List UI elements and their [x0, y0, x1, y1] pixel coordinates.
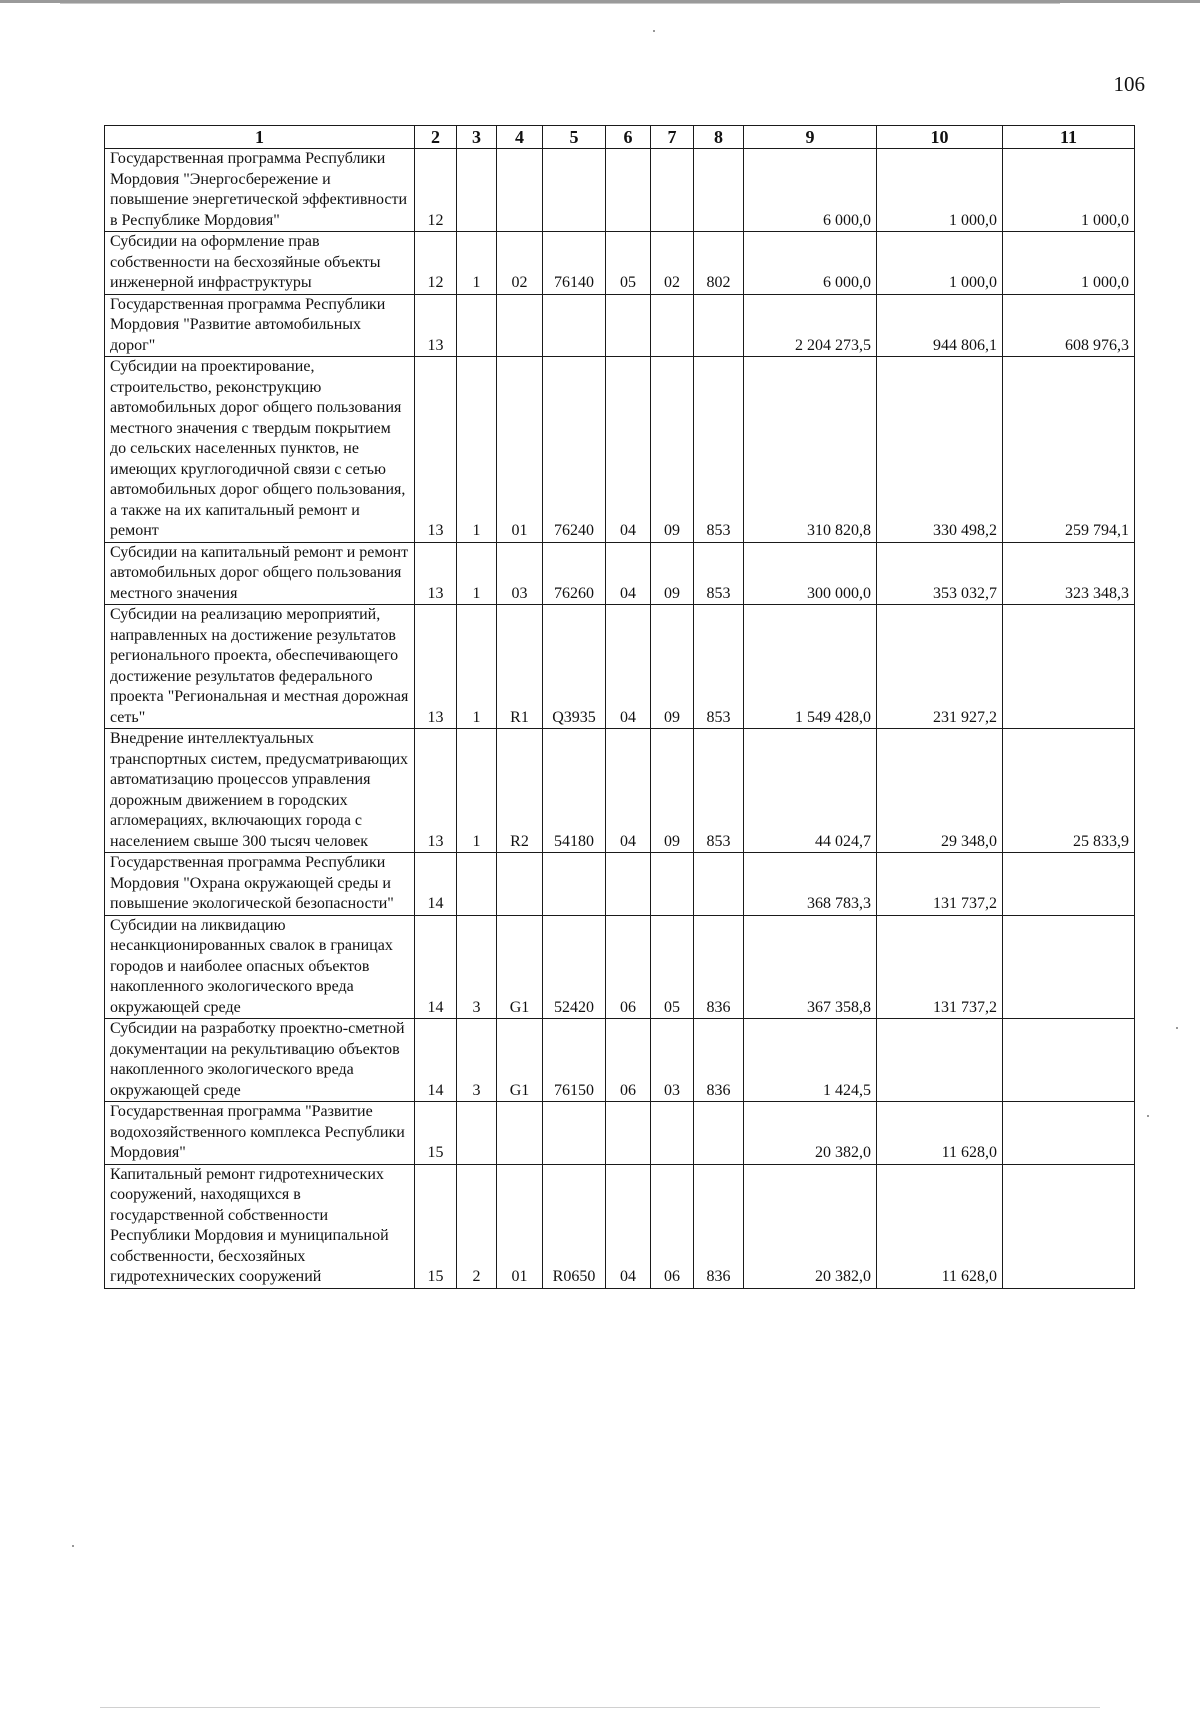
- cell-amount-col11: [1003, 1164, 1135, 1288]
- row-name: Субсидии на проектирование, строительство, реконструкцию автомобильных дорог общего пользования местного значения с твердым покрытием до сельских населенных пунктов, не имеющих круглогодичной связи с сетью автомобильных дорог общего пользования, а также на их капитальный ремонт и ремонт: [105, 357, 415, 543]
- cell-subprogram-code: 1: [457, 232, 497, 295]
- table-row: [105, 1164, 1135, 1288]
- column-header: 1: [105, 126, 415, 149]
- cell-admin-code: 853: [694, 605, 744, 729]
- budget-table: [104, 125, 1135, 1289]
- cell-amount-col11: [1003, 1019, 1135, 1102]
- cell-subsection: [651, 149, 694, 232]
- column-header: 2: [415, 126, 457, 149]
- cell-program-code: 14: [415, 1019, 457, 1102]
- scan-speck: [653, 30, 655, 32]
- cell-section: 06: [606, 1019, 651, 1102]
- cell-amount-col10: 1 000,0: [877, 232, 1003, 295]
- cell-section: [606, 853, 651, 916]
- cell-event-code: R1: [497, 605, 543, 729]
- column-header: 5: [543, 126, 606, 149]
- table-row: [105, 605, 1135, 729]
- cell-section: 04: [606, 1164, 651, 1288]
- row-name: Субсидии на ликвидацию несанкционированных свалок в границах городов и наиболее опасных объектов накопленного экологического вреда окружающей среде: [105, 915, 415, 1019]
- cell-event-code: [497, 294, 543, 357]
- cell-subsection: 02: [651, 232, 694, 295]
- cell-event-code: 01: [497, 357, 543, 543]
- row-name: Капитальный ремонт гидротехнических сооружений, находящихся в государственной собственности Республики Мордовия и муниципальной собственности, бесхозяйных гидротехнических сооружений: [105, 1164, 415, 1288]
- cell-event-code: G1: [497, 1019, 543, 1102]
- cell-amount-col9: 1 549 428,0: [744, 605, 877, 729]
- cell-amount-col11: 1 000,0: [1003, 232, 1135, 295]
- table-row: [105, 915, 1135, 1019]
- cell-amount-col9: 367 358,8: [744, 915, 877, 1019]
- cell-amount-col11: 323 348,3: [1003, 542, 1135, 605]
- cell-section: [606, 149, 651, 232]
- column-header: 8: [694, 126, 744, 149]
- cell-admin-code: 853: [694, 357, 744, 543]
- cell-admin-code: [694, 1102, 744, 1165]
- cell-admin-code: 853: [694, 542, 744, 605]
- cell-amount-col9: 20 382,0: [744, 1164, 877, 1288]
- cell-subsection: 09: [651, 542, 694, 605]
- cell-amount-col11: 25 833,9: [1003, 729, 1135, 853]
- cell-admin-code: 836: [694, 1164, 744, 1288]
- page-number: 106: [1113, 72, 1145, 96]
- scan-speck: [1176, 1027, 1178, 1029]
- cell-subprogram-code: [457, 853, 497, 916]
- cell-amount-col9: 1 424,5: [744, 1019, 877, 1102]
- row-name: Внедрение интеллектуальных транспортных систем, предусматривающих автоматизацию процессов управления дорожным движением в городских агломерациях, включающих города с населением свыше 300 тысяч человек: [105, 729, 415, 853]
- cell-amount-col10: 11 628,0: [877, 1102, 1003, 1165]
- cell-amount-col11: [1003, 1102, 1135, 1165]
- cell-subsection: [651, 853, 694, 916]
- scan-edge-bottom: [100, 1707, 1100, 1708]
- cell-direction-code: 54180: [543, 729, 606, 853]
- cell-admin-code: [694, 853, 744, 916]
- cell-amount-col10: 353 032,7: [877, 542, 1003, 605]
- cell-program-code: 13: [415, 729, 457, 853]
- cell-amount-col10: 131 737,2: [877, 853, 1003, 916]
- cell-direction-code: 76140: [543, 232, 606, 295]
- column-header: 6: [606, 126, 651, 149]
- cell-subprogram-code: [457, 1102, 497, 1165]
- cell-event-code: [497, 1102, 543, 1165]
- cell-amount-col11: [1003, 915, 1135, 1019]
- cell-event-code: 02: [497, 232, 543, 295]
- cell-subprogram-code: [457, 149, 497, 232]
- header-row: [105, 126, 1135, 149]
- table-row: [105, 729, 1135, 853]
- cell-amount-col10: 231 927,2: [877, 605, 1003, 729]
- cell-subprogram-code: 3: [457, 1019, 497, 1102]
- cell-program-code: 13: [415, 294, 457, 357]
- cell-subprogram-code: 1: [457, 357, 497, 543]
- cell-section: 05: [606, 232, 651, 295]
- cell-amount-col9: 6 000,0: [744, 149, 877, 232]
- cell-direction-code: 52420: [543, 915, 606, 1019]
- cell-amount-col9: 310 820,8: [744, 357, 877, 543]
- cell-direction-code: [543, 1102, 606, 1165]
- row-name: Государственная программа Республики Мордовия "Энергосбережение и повышение энергетической эффективности в Республике Мордовия": [105, 149, 415, 232]
- cell-event-code: [497, 149, 543, 232]
- cell-subprogram-code: 2: [457, 1164, 497, 1288]
- cell-amount-col9: 44 024,7: [744, 729, 877, 853]
- cell-subsection: [651, 1102, 694, 1165]
- table-row: [105, 1019, 1135, 1102]
- row-name: Государственная программа "Развитие водохозяйственного комплекса Республики Мордовия": [105, 1102, 415, 1165]
- cell-subsection: 03: [651, 1019, 694, 1102]
- cell-direction-code: 76150: [543, 1019, 606, 1102]
- cell-event-code: R2: [497, 729, 543, 853]
- cell-section: [606, 294, 651, 357]
- table-row: [105, 357, 1135, 543]
- cell-amount-col11: 608 976,3: [1003, 294, 1135, 357]
- cell-direction-code: 76260: [543, 542, 606, 605]
- cell-section: 04: [606, 605, 651, 729]
- cell-amount-col10: 131 737,2: [877, 915, 1003, 1019]
- scan-speck: [1147, 1115, 1149, 1117]
- row-name: Субсидии на разработку проектно-сметной документации на рекультивацию объектов накопленного экологического вреда окружающей среде: [105, 1019, 415, 1102]
- row-name: Государственная программа Республики Мордовия "Охрана окружающей среды и повышение экологической безопасности": [105, 853, 415, 916]
- table-row: [105, 232, 1135, 295]
- cell-subsection: 06: [651, 1164, 694, 1288]
- cell-section: 04: [606, 729, 651, 853]
- cell-amount-col9: 2 204 273,5: [744, 294, 877, 357]
- cell-direction-code: Q3935: [543, 605, 606, 729]
- cell-subsection: 05: [651, 915, 694, 1019]
- cell-admin-code: [694, 294, 744, 357]
- table-row: [105, 853, 1135, 916]
- cell-event-code: 03: [497, 542, 543, 605]
- table-row: [105, 1102, 1135, 1165]
- cell-admin-code: 802: [694, 232, 744, 295]
- cell-amount-col9: 6 000,0: [744, 232, 877, 295]
- cell-amount-col9: 20 382,0: [744, 1102, 877, 1165]
- cell-program-code: 15: [415, 1164, 457, 1288]
- cell-subsection: 09: [651, 605, 694, 729]
- scan-speck: [72, 1545, 74, 1547]
- scan-edge-line: [60, 3, 1060, 4]
- cell-program-code: 13: [415, 605, 457, 729]
- cell-amount-col11: [1003, 605, 1135, 729]
- column-header: 9: [744, 126, 877, 149]
- cell-event-code: G1: [497, 915, 543, 1019]
- table-row: [105, 542, 1135, 605]
- cell-admin-code: [694, 149, 744, 232]
- cell-program-code: 13: [415, 357, 457, 543]
- cell-direction-code: 76240: [543, 357, 606, 543]
- cell-subprogram-code: 3: [457, 915, 497, 1019]
- cell-subprogram-code: [457, 294, 497, 357]
- cell-amount-col10: [877, 1019, 1003, 1102]
- cell-subsection: 09: [651, 729, 694, 853]
- cell-amount-col10: 944 806,1: [877, 294, 1003, 357]
- cell-subsection: [651, 294, 694, 357]
- cell-section: 06: [606, 915, 651, 1019]
- cell-amount-col10: 330 498,2: [877, 357, 1003, 543]
- cell-subprogram-code: 1: [457, 542, 497, 605]
- column-header: 3: [457, 126, 497, 149]
- column-header: 10: [877, 126, 1003, 149]
- table-row: [105, 294, 1135, 357]
- cell-event-code: 01: [497, 1164, 543, 1288]
- cell-subprogram-code: 1: [457, 729, 497, 853]
- column-header: 4: [497, 126, 543, 149]
- cell-program-code: 14: [415, 853, 457, 916]
- cell-admin-code: 836: [694, 1019, 744, 1102]
- cell-amount-col9: 368 783,3: [744, 853, 877, 916]
- cell-program-code: 14: [415, 915, 457, 1019]
- cell-direction-code: R0650: [543, 1164, 606, 1288]
- cell-subprogram-code: 1: [457, 605, 497, 729]
- cell-amount-col10: 29 348,0: [877, 729, 1003, 853]
- table-row: [105, 149, 1135, 232]
- cell-amount-col11: 1 000,0: [1003, 149, 1135, 232]
- cell-amount-col10: 1 000,0: [877, 149, 1003, 232]
- cell-program-code: 13: [415, 542, 457, 605]
- column-header: 11: [1003, 126, 1135, 149]
- row-name: Государственная программа Республики Мордовия "Развитие автомобильных дорог": [105, 294, 415, 357]
- cell-amount-col11: 259 794,1: [1003, 357, 1135, 543]
- cell-program-code: 15: [415, 1102, 457, 1165]
- row-name: Субсидии на оформление прав собственности на бесхозяйные объекты инженерной инфраструктуры: [105, 232, 415, 295]
- cell-direction-code: [543, 294, 606, 357]
- column-header: 7: [651, 126, 694, 149]
- cell-amount-col11: [1003, 853, 1135, 916]
- cell-direction-code: [543, 853, 606, 916]
- cell-section: 04: [606, 542, 651, 605]
- cell-subsection: 09: [651, 357, 694, 543]
- row-name: Субсидии на капитальный ремонт и ремонт автомобильных дорог общего пользования местного значения: [105, 542, 415, 605]
- cell-admin-code: 853: [694, 729, 744, 853]
- cell-section: [606, 1102, 651, 1165]
- cell-program-code: 12: [415, 232, 457, 295]
- cell-admin-code: 836: [694, 915, 744, 1019]
- cell-amount-col10: 11 628,0: [877, 1164, 1003, 1288]
- cell-section: 04: [606, 357, 651, 543]
- row-name: Субсидии на реализацию мероприятий, направленных на достижение результатов регионального проекта, обеспечивающего достижение результатов федерального проекта "Региональная и местная дорожная сеть": [105, 605, 415, 729]
- cell-program-code: 12: [415, 149, 457, 232]
- cell-amount-col9: 300 000,0: [744, 542, 877, 605]
- cell-direction-code: [543, 149, 606, 232]
- cell-event-code: [497, 853, 543, 916]
